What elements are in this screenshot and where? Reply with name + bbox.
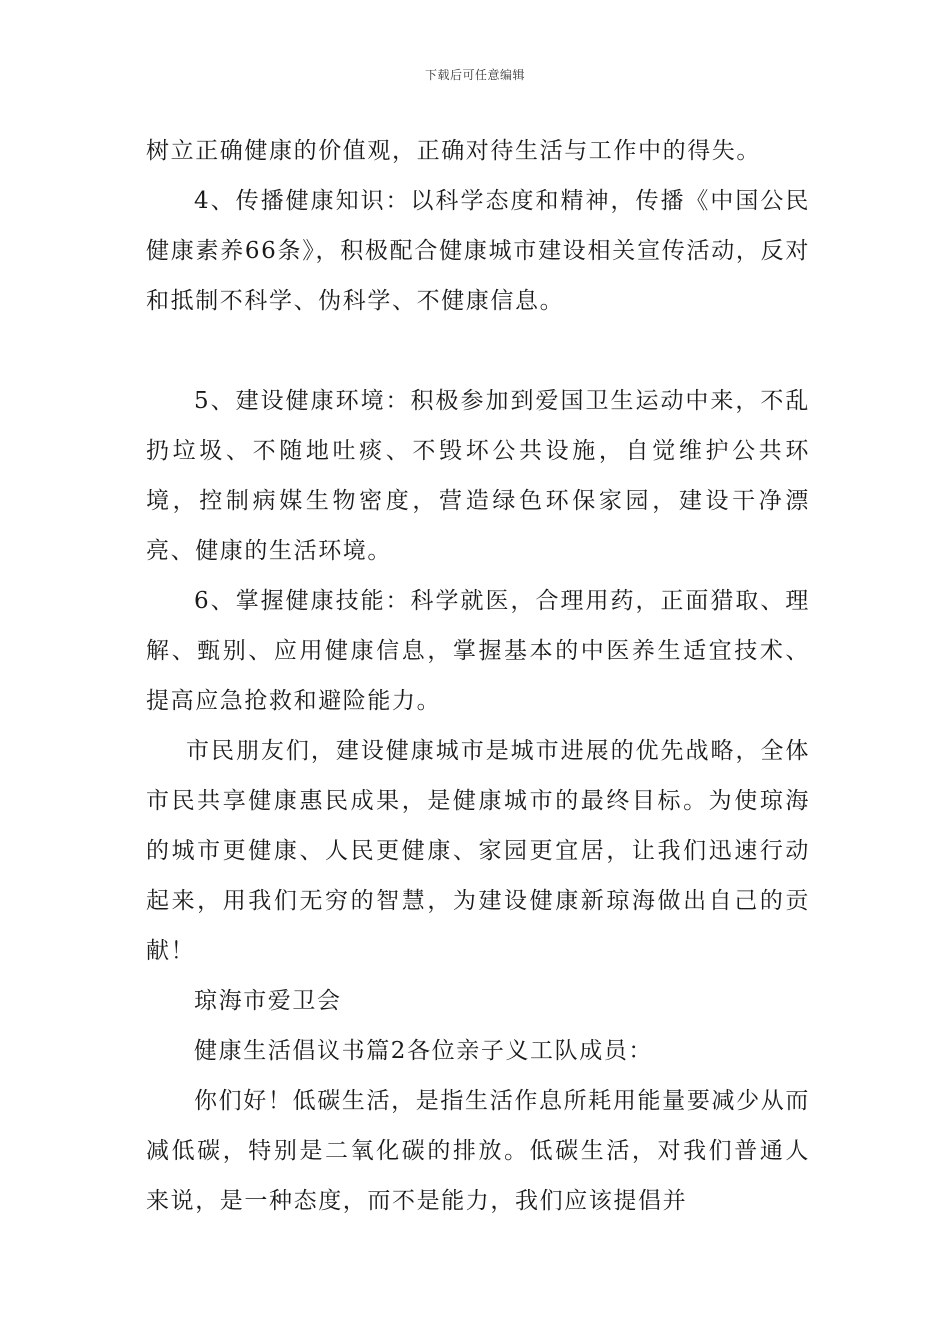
page-header-note: 下载后可任意编辑 [424, 68, 525, 82]
paragraph-continuation: 树立正确健康的价值观，正确对待生活与工作中的得失。 [146, 138, 761, 164]
document-body [146, 126, 810, 1226]
paragraph-item-4: 4、传播健康知识：以科学态度和精神，传播《中国公民健康素养66条》，积极配合健康城市建设相关宣传活动，反对和抵制不科学、伪科学、不健康信息。 [146, 188, 810, 314]
paragraph-item-6: 6、掌握健康技能：科学就医，合理用药，正面猎取、理解、甄别、应用健康信息，掌握基本的中医养生适宜技术、提高应急抢救和避险能力。 [146, 588, 810, 714]
paragraph-section-title: 健康生活倡议书篇2各位亲子义工队成员： [194, 1038, 654, 1064]
paragraph-item-5: 5、建设健康环境：积极参加到爱国卫生运动中来，不乱扔垃圾、不随地吐痰、不毁坏公共设施，自觉维护公共环境，控制病媒生物密度，营造绿色环保家园，建设干净漂亮、健康的生活环境。 [146, 388, 810, 564]
paragraph-closing-appeal: 市民朋友们，建设健康城市是城市进展的优先战略，全体市民共享健康惠民成果，是健康城市的最终目标。为使琼海的城市更健康、人民更健康、家园更宜居，让我们迅速行动起来，用我们无穷的智慧，为建设健康新琼海做出自己的贡献！ [146, 738, 810, 964]
paragraph-greeting: 你们好！低碳生活，是指生活作息所耗用能量要减少从而减低碳，特别是二氧化碳的排放。低碳生活，对我们普通人来说，是一种态度，而不是能力，我们应该提倡并 [146, 1088, 810, 1214]
paragraph-signature: 琼海市爱卫会 [194, 988, 342, 1014]
